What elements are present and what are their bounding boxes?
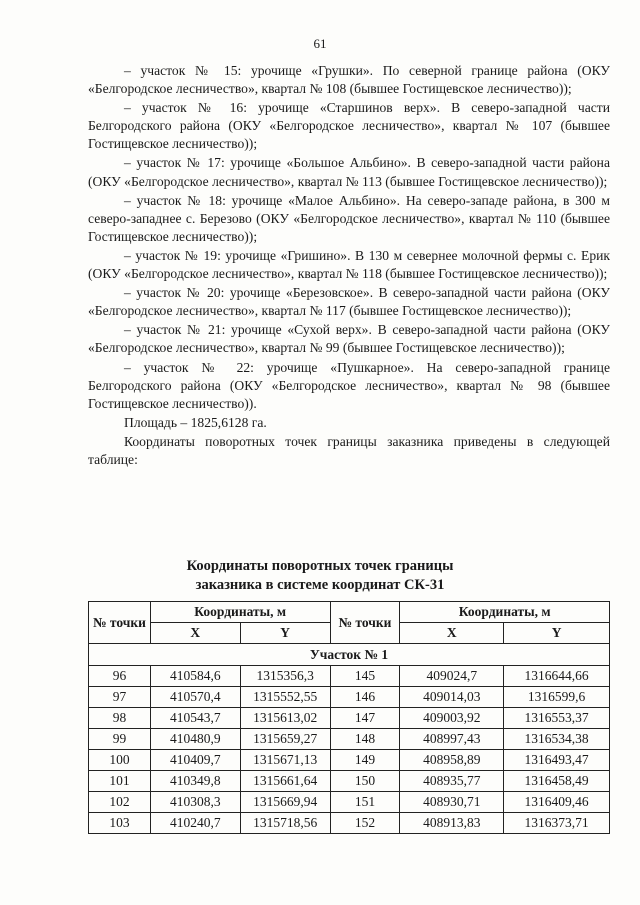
table-cell: 410409,7 xyxy=(150,750,240,771)
table-cell: 1315613,02 xyxy=(240,708,330,729)
table-cell: 410349,8 xyxy=(150,771,240,792)
table-cell: 408913,83 xyxy=(400,813,504,834)
table-cell: 103 xyxy=(89,813,151,834)
table-cell: 410584,6 xyxy=(150,666,240,687)
body-text xyxy=(88,62,610,470)
table-cell: 145 xyxy=(330,666,400,687)
table-cell: 96 xyxy=(89,666,151,687)
header-x: X xyxy=(400,623,504,644)
table-cell: 99 xyxy=(89,729,151,750)
paragraph: – участок № 17: урочище «Большое Альбино». В северо-западной части района (ОКУ «Белгородское лесничество», квартал № 113 (бывшее Гостищевское лесничество)); xyxy=(88,155,610,189)
table-row xyxy=(89,813,610,834)
table-cell: 1316373,71 xyxy=(504,813,610,834)
table-cell: 408930,71 xyxy=(400,792,504,813)
table-cell: 152 xyxy=(330,813,400,834)
table-row xyxy=(89,666,610,687)
table-row xyxy=(89,708,610,729)
table-row xyxy=(89,792,610,813)
section-label: Участок № 1 xyxy=(89,644,610,666)
table-cell: 409014,03 xyxy=(400,687,504,708)
table-cell: 146 xyxy=(330,687,400,708)
table-cell: 410543,7 xyxy=(150,708,240,729)
paragraph: – участок № 21: урочище «Сухой верх». В северо-западной части района (ОКУ «Белгородское лесничество», квартал № 99 (бывшее Гостищевское лесничество)); xyxy=(88,322,610,356)
header-coordinates: Координаты, м xyxy=(400,602,610,623)
table-row xyxy=(89,771,610,792)
paragraph: – участок № 16: урочище «Старшинов верх». В северо-западной части Белгородского района (ОКУ «Белгородское лесничество», квартал № 107 (бывшее Гостищевское лесничество)); xyxy=(88,100,610,152)
table-cell: 1315669,94 xyxy=(240,792,330,813)
table-cell: 151 xyxy=(330,792,400,813)
paragraph: – участок № 15: урочище «Грушки». По северной границе района (ОКУ «Белгородское лесничество», квартал № 108 (бывшее Гостищевское лесничество)); xyxy=(88,63,610,97)
paragraph: – участок № 19: урочище «Гришино». В 130 м севернее молочной фермы с. Ерик (ОКУ «Белгородское лесничество», квартал № 118 (бывшее Гостищевское лесничество)); xyxy=(88,247,610,282)
table-cell: 101 xyxy=(89,771,151,792)
table-cell: 1315552,55 xyxy=(240,687,330,708)
table-cell: 410570,4 xyxy=(150,687,240,708)
intro-paragraph: Координаты поворотных точек границы заказника приведены в следующей таблице: xyxy=(88,433,610,467)
table-title xyxy=(0,557,640,595)
table-cell: 408935,77 xyxy=(400,771,504,792)
table-cell: 149 xyxy=(330,750,400,771)
header-y: Y xyxy=(504,623,610,644)
table-cell: 1315661,64 xyxy=(240,771,330,792)
header-y: Y xyxy=(240,623,330,644)
table-cell: 1315718,56 xyxy=(240,813,330,834)
table-cell: 148 xyxy=(330,729,400,750)
table-cell: 409003,92 xyxy=(400,708,504,729)
table-cell: 150 xyxy=(330,771,400,792)
table-cell: 1316644,66 xyxy=(504,666,610,687)
table-cell: 1316534,38 xyxy=(504,729,610,750)
table-cell: 147 xyxy=(330,708,400,729)
table-cell: 408997,43 xyxy=(400,729,504,750)
table-row xyxy=(89,750,610,771)
table-cell: 1315659,27 xyxy=(240,729,330,750)
table-cell: 409024,7 xyxy=(400,666,504,687)
table-cell: 410480,9 xyxy=(150,729,240,750)
page-number: 61 xyxy=(313,36,327,51)
table-cell: 1316493,47 xyxy=(504,750,610,771)
header-coordinates: Координаты, м xyxy=(150,602,330,623)
table-cell: 97 xyxy=(89,687,151,708)
area-paragraph: Площадь – 1825,6128 га. xyxy=(124,414,267,430)
paragraph: – участок № 18: урочище «Малое Альбино». На северо-западе района, в 300 м северо-западнее с. Березово (ОКУ «Белгородское лесничество», квартал № 110 (бывшее Гостищевское лесничество)); xyxy=(88,192,610,244)
table-cell: 1316599,6 xyxy=(504,687,610,708)
table-cell: 408958,89 xyxy=(400,750,504,771)
table-cell: 1316458,49 xyxy=(504,771,610,792)
table-row xyxy=(89,687,610,708)
header-point-number: № точки xyxy=(330,602,400,644)
table-cell: 410240,7 xyxy=(150,813,240,834)
table-title-line: заказника в системе координат СК-31 xyxy=(195,577,445,593)
table-cell: 102 xyxy=(89,792,151,813)
table-cell: 1315356,3 xyxy=(240,666,330,687)
table-title-line: Координаты поворотных точек границы xyxy=(186,558,454,574)
header-point-number: № точки xyxy=(89,602,151,644)
table-cell: 1316553,37 xyxy=(504,708,610,729)
paragraph: – участок № 22: урочище «Пушкарное». На северо-западной границе Белгородского района (ОКУ «Белгородское лесничество», квартал № 98 (бывшее Гостищевское лесничество)). xyxy=(88,359,610,411)
coordinates-table xyxy=(88,601,610,834)
table-cell: 410308,3 xyxy=(150,792,240,813)
table-row xyxy=(89,729,610,750)
table-cell: 100 xyxy=(89,750,151,771)
table-cell: 1315671,13 xyxy=(240,750,330,771)
table-cell: 1316409,46 xyxy=(504,792,610,813)
table-cell: 98 xyxy=(89,708,151,729)
paragraph: – участок № 20: урочище «Березовское». В северо-западной части района (ОКУ «Белгородское лесничество», квартал № 117 (бывшее Гостищевское лесничество)); xyxy=(88,285,610,319)
header-x: X xyxy=(150,623,240,644)
